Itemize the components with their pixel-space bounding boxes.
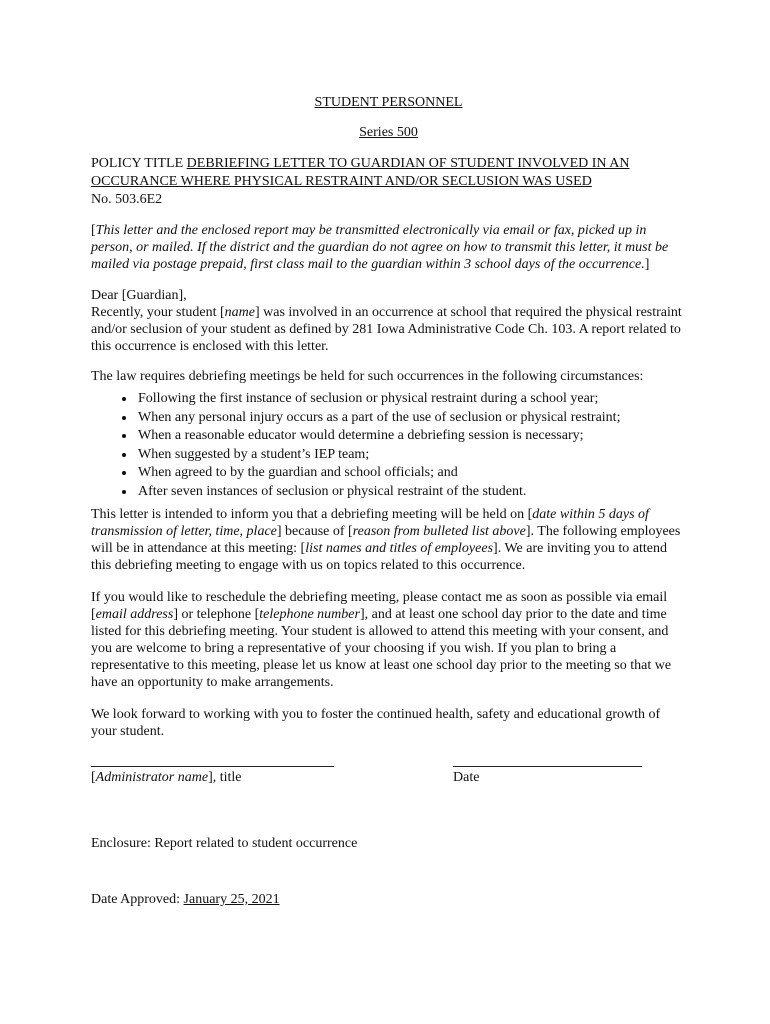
- closing-paragraph: We look forward to working with you to foster the continued health, safety and educational growth of your student.: [91, 707, 661, 739]
- policy-title-text: DEBRIEFING LETTER TO GUARDIAN OF STUDENT INVOLVED IN AN OCCURANCE WHERE PHYSICAL RESTRAINT AND/OR SECLUSION WAS USED: [91, 156, 630, 189]
- placeholder-name: name: [224, 305, 255, 320]
- placeholder-email: email address: [95, 607, 174, 622]
- list-item: • After seven instances of seclusion or physical restraint of the student.: [136, 483, 686, 502]
- placeholder-date: date within 5 days of transmission of letter, time, place: [91, 507, 649, 539]
- placeholder-reason: reason from bulleted list above: [352, 524, 526, 539]
- policy-title: [91, 155, 686, 209]
- placeholder-phone: telephone number: [259, 607, 360, 622]
- transmission-note: [This letter and the enclosed report may be transmitted electronically via email or fax, picked up in person, or mailed. If the district and the guardian do not agree on how to transmit this letter, it must be mailed via postage prepaid, first class mail to the guardian within 3 school days of the occurrence.]: [91, 223, 669, 272]
- administrator-label: [Administrator name], title: [91, 770, 242, 785]
- enclosure-line: Enclosure: Report related to student occurrence: [91, 836, 358, 851]
- policy-title-prefix: POLICY TITLE: [91, 156, 187, 171]
- placeholder-employees: list names and titles of employees: [305, 541, 494, 556]
- section-heading: STUDENT PERSONNEL: [314, 95, 463, 110]
- salutation: Dear [Guardian],: [91, 288, 187, 303]
- date-approved: Date Approved: January 25, 2021: [91, 892, 280, 907]
- transmission-note-text: This letter and the enclosed report may be transmitted electronically via email or fax, picked up in person, or mailed. If the district and the guardian do not agree on how to transmit this letter, it must be mailed via postage prepaid, first class mail to the guardian within 3 school days of the occurrence.: [91, 223, 669, 272]
- greeting-paragraph: Dear [Guardian], Recently, your student [name] was involved in an occurrence at school that required the physical restraint and/or seclusion of your student as defined by 281 Iowa Administrative Code Ch. 103. A report related to this occurrence is enclosed with this letter.: [91, 288, 682, 354]
- series-heading: Series 500: [359, 125, 418, 140]
- policy-number: No. 503.6E2: [91, 192, 163, 207]
- reschedule-paragraph: If you would like to reschedule the debriefing meeting, please contact me as soon as possible via email [email address] or telephone [telephone number], and at least one school day prior to the date and time listed for this debriefing meeting. Your student is allowed to attend this meeting with your consent, and you are welcome to bring a representative of your choosing if you wish. If you plan to bring a representative to this meeting, please let us know at least one school day prior to the meeting so that we have an opportunity to make arrangements.: [91, 590, 672, 690]
- list-item: • Following the first instance of seclusion or physical restraint during a school year;: [136, 390, 686, 409]
- list-item: • When agreed to by the guardian and school officials; and: [136, 464, 686, 483]
- list-item: • When a reasonable educator would determine a debriefing session is necessary;: [136, 427, 686, 446]
- law-intro: The law requires debriefing meetings be held for such occurrences in the following circumstances:: [91, 369, 644, 384]
- date-label: Date: [453, 770, 480, 785]
- list-item: • When suggested by a student’s IEP team;: [136, 446, 686, 465]
- approved-date: January 25, 2021: [183, 892, 280, 907]
- letter-body: [91, 94, 686, 908]
- list-item: • When any personal injury occurs as a part of the use of seclusion or physical restraint;: [136, 409, 686, 428]
- circumstances-list: [91, 390, 686, 501]
- meeting-paragraph: This letter is intended to inform you that a debriefing meeting will be held on [date within 5 days of transmission of letter, time, place] because of [reason from bulleted list above]. The following employees will be in attendance at this meeting: [list names and titles of employees]. We are inviting you to attend this debriefing meeting to engage with us on topics related to this occurrence.: [91, 507, 681, 573]
- signature-block: [91, 752, 686, 796]
- administrator-signature-line: [91, 766, 334, 767]
- date-signature-line: [453, 766, 642, 767]
